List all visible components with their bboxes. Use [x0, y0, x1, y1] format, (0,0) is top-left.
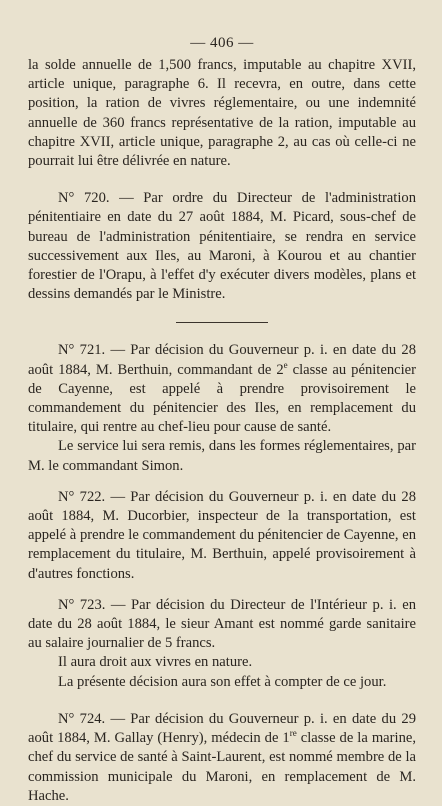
- spacer: [28, 692, 416, 710]
- spacer: [28, 584, 416, 596]
- decision-721: [28, 341, 416, 437]
- ordinal-superscript: e: [283, 359, 288, 370]
- decision-723: N° 723. — Par décision du Directeur de l'Intérieur p. i. en date du 28 août 1884, le sieur Amant est nommé garde sanitaire au salaire journalier de 5 francs.: [28, 596, 416, 652]
- spacer: [28, 476, 416, 488]
- decision-722: N° 722. — Par décision du Gouverneur p. i. en date du 28 août 1884, M. Ducorbier, inspecteur de la transportation, est appelé à prendre le commandement du pénitencier de Cayenne, en remplacement du titulaire, M. Berthuin, appelé provisoirement à d'autres fonctions.: [28, 488, 416, 582]
- decision-721-text-start: N° 721. — Par décision du Gouverneur p. i. en date du 28 août 1884, M. Berthuin, commandant de 2: [28, 342, 416, 378]
- decision-723-effect: La présente décision aura son effet à compter de ce jour.: [58, 673, 387, 690]
- decision-721-handover: Le service lui sera remis, dans les formes réglementaires, par M. le commandant Simon.: [28, 438, 416, 474]
- decision-723-rations: Il aura droit aux vivres en nature.: [58, 654, 253, 671]
- decision-721-text-end: classe au pénitencier de Cayenne, est appelé à prendre provisoirement le commandement du pénitencier des Iles, en remplacement du titulaire, qui rentre au chef-lieu pour cause de santé.: [28, 361, 416, 436]
- spacer: [28, 304, 416, 322]
- decision-724-text-start: N° 724. — Par décision du Gouverneur p. i. en date du 29 août 1884, M. Gallay (Henry), médecin de 1: [28, 710, 416, 747]
- spacer: [28, 323, 416, 341]
- spacer: [28, 171, 416, 189]
- ordinal-superscript: re: [289, 728, 297, 739]
- decision-720: N° 720. — Par ordre du Directeur de l'administration pénitentiaire en date du 27 août 1884, M. Picard, sous-chef de bureau de l'administration pénitentiaire, se rendra en service successivement aux Iles, au Maroni, à Kourou et au chantier forestier de l'Orapu, à l'effet d'y exécuter divers modèles, plans et dessins demandés par le Ministre.: [28, 190, 416, 303]
- decision-724: [28, 710, 416, 806]
- page-number: — 406 —: [190, 35, 254, 51]
- paragraph-continuation: la solde annuelle de 1,500 francs, imputable au chapitre XVII, article unique, paragraphe 6. Il recevra, en outre, dans cette position, la ration de vivres réglementaire, ou une indemnité annuelle de 360 francs représentative de la ration, imputable au chapitre XVII, article unique, paragraphe 2, au cas où celle-ci ne pourrait lui être délivrée en nature.: [28, 57, 416, 170]
- decision-724-text-end: classe de la marine, chef du service de santé à Saint-Laurent, est nommé membre de la commission municipale du Maroni, en remplacement de M. Hache.: [28, 730, 416, 804]
